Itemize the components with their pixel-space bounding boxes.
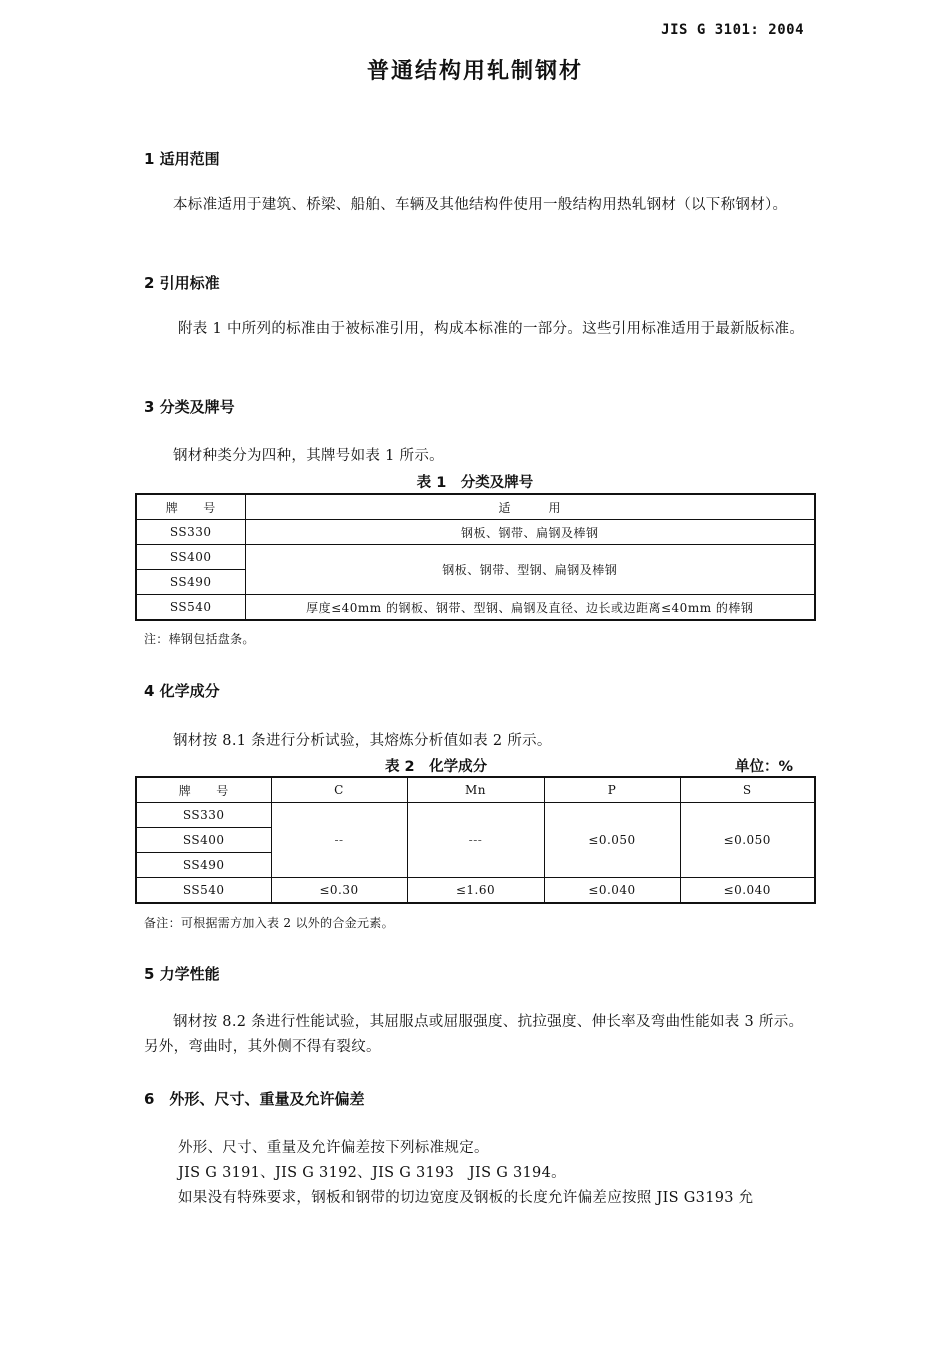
section-2-heading: 2 引用标准 [144,274,220,292]
table-header-cell: Mn [407,777,544,803]
table-cell-c: -- [271,803,407,878]
table-cell-grade: SS490 [136,853,271,878]
section-5-body: 钢材按 8.2 条进行性能试验，其屈服点或屈服强度、抗拉强度、伸长率及弯曲性能如表 3 所示。另外，弯曲时，其外侧不得有裂纹。 [144,1014,804,1055]
table-cell-grade: SS400 [136,828,271,853]
section-1-body: 本标准适用于建筑、桥梁、船舶、车辆及其他结构件使用一般结构用热轧钢材（以下称钢材）。 [173,197,788,213]
section-6-line-3: 如果没有特殊要求，钢板和钢带的切边宽度及钢板的长度允许偏差应按照 JIS G3193 允 [178,1190,754,1206]
table-row [136,803,815,828]
table-row [136,494,815,520]
section-4-body: 钢材按 8.1 条进行分析试验，其熔炼分析值如表 2 所示。 [173,733,552,749]
section-4-heading: 4 化学成分 [144,682,220,700]
section-3-heading: 3 分类及牌号 [144,398,235,416]
table-2-unit: 单位：% [735,759,794,775]
section-5-heading: 5 力学性能 [144,965,220,983]
table-2 [135,776,816,904]
table-row [136,777,815,803]
table-cell-c: ≤0.30 [271,878,407,904]
table-cell-s: ≤0.040 [680,878,815,904]
table-cell-mn: --- [407,803,544,878]
table-cell-grade: SS540 [136,878,271,904]
table-cell-s: ≤0.050 [680,803,815,878]
section-2-body: 附表 1 中所列的标准由于被标准引用，构成本标准的一部分。这些引用标准适用于最新版标准。 [178,321,805,337]
table-cell-grade: SS330 [136,520,245,545]
table-cell-use: 厚度≤40mm 的钢板、钢带、型钢、扁钢及直径、边长或边距离≤40mm 的棒钢 [245,595,815,621]
table-cell-grade: SS490 [136,570,245,595]
standard-code: JIS G 3101: 2004 [661,22,804,38]
table-row [136,595,815,621]
table-header-cell: 牌 号 [136,777,271,803]
section-6-heading: 6 外形、尺寸、重量及允许偏差 [144,1090,365,1108]
table-1 [135,493,816,621]
section-1-heading: 1 适用范围 [144,150,220,168]
table-cell-use: 钢板、钢带、扁钢及棒钢 [245,520,815,545]
table-cell-grade: SS330 [136,803,271,828]
table-cell-use: 钢板、钢带、型钢、扁钢及棒钢 [245,545,815,595]
table-header-cell: C [271,777,407,803]
table-row [136,545,815,570]
table-row [136,520,815,545]
document-title: 普通结构用轧制钢材 [366,59,583,84]
section-6-line-1: 外形、尺寸、重量及允许偏差按下列标准规定。 [178,1140,489,1156]
table-cell-p: ≤0.040 [544,878,680,904]
table-1-caption: 表 1 分类及牌号 [416,475,534,491]
table-cell-mn: ≤1.60 [407,878,544,904]
table-header-cell: P [544,777,680,803]
table-2-caption: 表 2 化学成分 [385,759,488,775]
table-1-note: 注：棒钢包括盘条。 [144,632,255,646]
table-cell-grade: SS400 [136,545,245,570]
table-row [136,878,815,904]
table-header-cell: 适 用 [245,494,815,520]
section-6-line-2: JIS G 3191、JIS G 3192、JIS G 3193 JIS G 3194。 [178,1165,566,1181]
table-header-cell: S [680,777,815,803]
section-3-body: 钢材种类分为四种，其牌号如表 1 所示。 [173,448,444,464]
table-2-note: 备注：可根据需方加入表 2 以外的合金元素。 [144,916,394,930]
table-header-cell: 牌 号 [136,494,245,520]
table-cell-p: ≤0.050 [544,803,680,878]
table-cell-grade: SS540 [136,595,245,621]
